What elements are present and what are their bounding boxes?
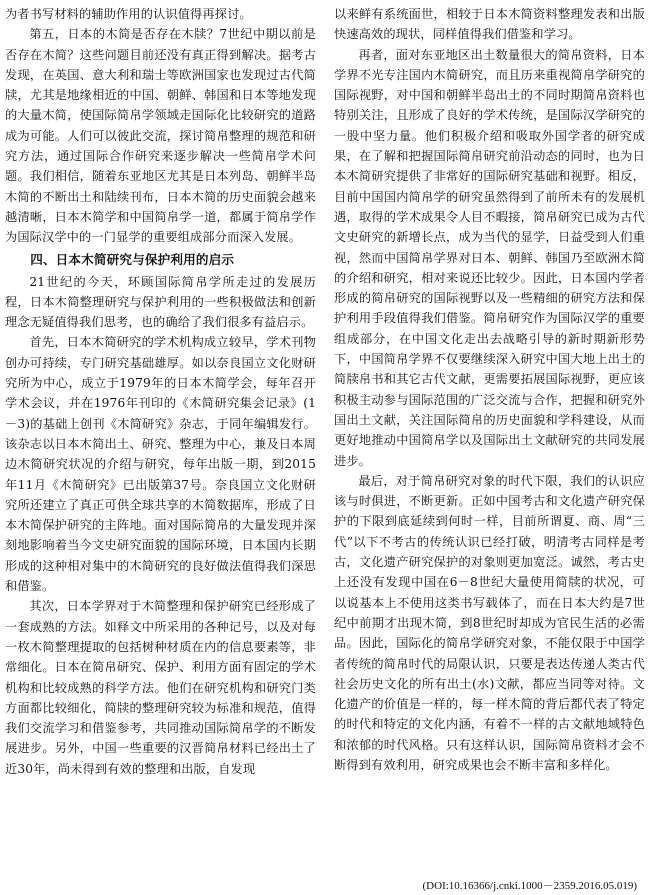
paragraph: 21世纪的今天，环顾国际简帛学所走过的发展历程，日本木简整理研究与保护利用的一些积极做法和创新理念无疑值得我们思考，也的确给了我们很多有益启示。 [5, 274, 316, 330]
paragraph: 最后，对于简帛研究对象的时代下限，我们的认识应该与时俱进，不断更新。正如中国考古和文化遗产研究保护的下限到底延续到何时一样，目前所谓夏、商、周“三代”以下不考古的传统认识已经打破，明清考古同样是考古，文化遗产研究保护的对象则更加宽泛。诚然，考古史上还没有发现中国在6－8世纪大量使用简牍的状况，可以说基本上不使用这类书写载体了，而在日本大约是7世纪中前期才出现木简，到8世纪时却成为官民生活的必需品。因此，国际化的简帛学研究对象，不能仅限于中国学者传统的简帛时代的局限认识，只要是表达传递人类古代社会历史文化的所有出土(水)文献，都应当同等对待。文化遗产的价值是一样的，每一样木简的背后都代表了特定的时代和特定的文化内涵，有着不一样的古文献地域特色和浓郁的时代风格。只有这样认识，国际简帛资料才会不断得到有效利用，研究成果也会不断丰富和多样化。 [334, 473, 645, 772]
left-column [5, 4, 316, 779]
paragraph: 第五，日本的木简是否存在木牍？7世纪中期以前是否存在木简？这些问题目前还没有真正得到解决。据考古发现，在英国、意大利和瑞士等欧洲国家也发现过古代简牍，尤其是地缘相近的中国、朝鲜、韩国和日本等地发现的大量木简，使国际简帛学领域走国际化比较研究的道路成为可能。人们可以彼此交流，探讨简帛整理的规范和研究方法，通过国际合作研究来逐步解决一些简帛学术问题。我们相信，随着东亚地区尤其是日本列岛、朝鲜半岛木简的不断出土和陆续刊布，日本木简的历史面貌会越来越清晰，日本木简学和中国简帛学一道，都属于简帛学作为国际汉学中的一门显学的重要组成部分而深入发展。 [5, 27, 316, 245]
section-heading: 四、日本木简研究与保护利用的启示 [30, 251, 235, 267]
doi-footer: (DOI:10.16366/j.cnki.1000－2359.2016.05.019) [422, 880, 637, 892]
paragraph: 以来鲜有系统面世，相较于日本木简资料整理发表和出版快速高效的现状，同样值得我们借鉴和学习。 [334, 7, 645, 42]
paragraph: 其次，日本学界对于木简整理和保护研究已经形成了一套成熟的方法。如释文中所采用的各种记号，以及对每一枚木简整理提取的包括树种材质在内的信息要素等，非常细化。日本在简帛研究、保护、利用方面有固定的学术机构和比较成熟的科学方法。他们在研究机构和研究门类方面都比较细化，简牍的整理研究较为标准和规范，值得我们交流学习和借鉴参考，共同推动国际简帛学的不断发展进步。另外，中国一些重要的汉晋简帛材料已经出土了近30年，尚未得到有效的整理和出版，自发现 [5, 599, 316, 776]
paragraph: 首先，日本木简研究的学术机构成立较早，学术刊物创办可持续，专门研究基础雄厚。如以奈良国立文化财研究所为中心，成立于1979年的日本木简学会，每年召开学术会议，并在1976年刊印的《木简研究集会记录》(1－3)的基础上创刊《木简研究》杂志，于同年编辑发行。该杂志以日本木简出土、研究、整理为中心，兼及日本周边木简研究状况的介绍与研究，每年出版一期，到2015年11月《木简研究》已出版第37号。奈良国立文化财研究所还建立了真正可供全球共享的木简数据库，形成了日本木简保护研究的主阵地。面对国际简帛的大量发现并深刻地影响着当今文史研究面貌的国际环境，日本国内长期形成的这种相对集中的木简研究的良好做法值得我们深思和借鉴。 [5, 335, 316, 594]
paragraph: 再者，面对东亚地区出土数量很大的简帛资料，日本学界不光专注国内木简研究，而且历来重视简帛学研究的国际视野，对中国和朝鲜半岛出土的不同时期简帛资料也特别关注，且形成了良好的学术传统，是国际汉学研究的一股中坚力量。他们积极介绍和吸取外国学者的研究成果，在了解和把握国际简帛研究前沿动态的同时，也为日本木简研究提供了非常好的国际研究基础和视野。相反，目前中国国内简帛学的研究虽然得到了前所未有的发展机遇，取得的学术成果令人目不暇接，简帛研究已成为古代文史研究的新增长点，成为当代的显学，日益受到人们重视，然而中国简帛学界对日本、朝鲜、韩国乃至欧洲木简的介绍和研究，相对来说还比较少。因此，日本国内学者形成的简帛研究的国际视野以及一些精细的研究方法和保护利用手段值得我们借鉴。简帛研究作为国际汉学的重要组成部分，在中国文化走出去战略引导的新时期新形势下，中国简帛学界不仅要继续深入研究中国大地上出土的简牍帛书和其它古代文献，更需要拓展国际视野，更应该积极主动参与国际范围的广泛交流与合作，把握和研究外国出土文献，关注国际简帛的历史面貌和学科建设，从而更好地推动中国简帛学以及国际出土文献研究的共同发展进步。 [334, 47, 645, 468]
right-column [334, 4, 645, 775]
paragraph: 为者书写材料的辅助作用的认识值得再探讨。 [5, 7, 252, 21]
